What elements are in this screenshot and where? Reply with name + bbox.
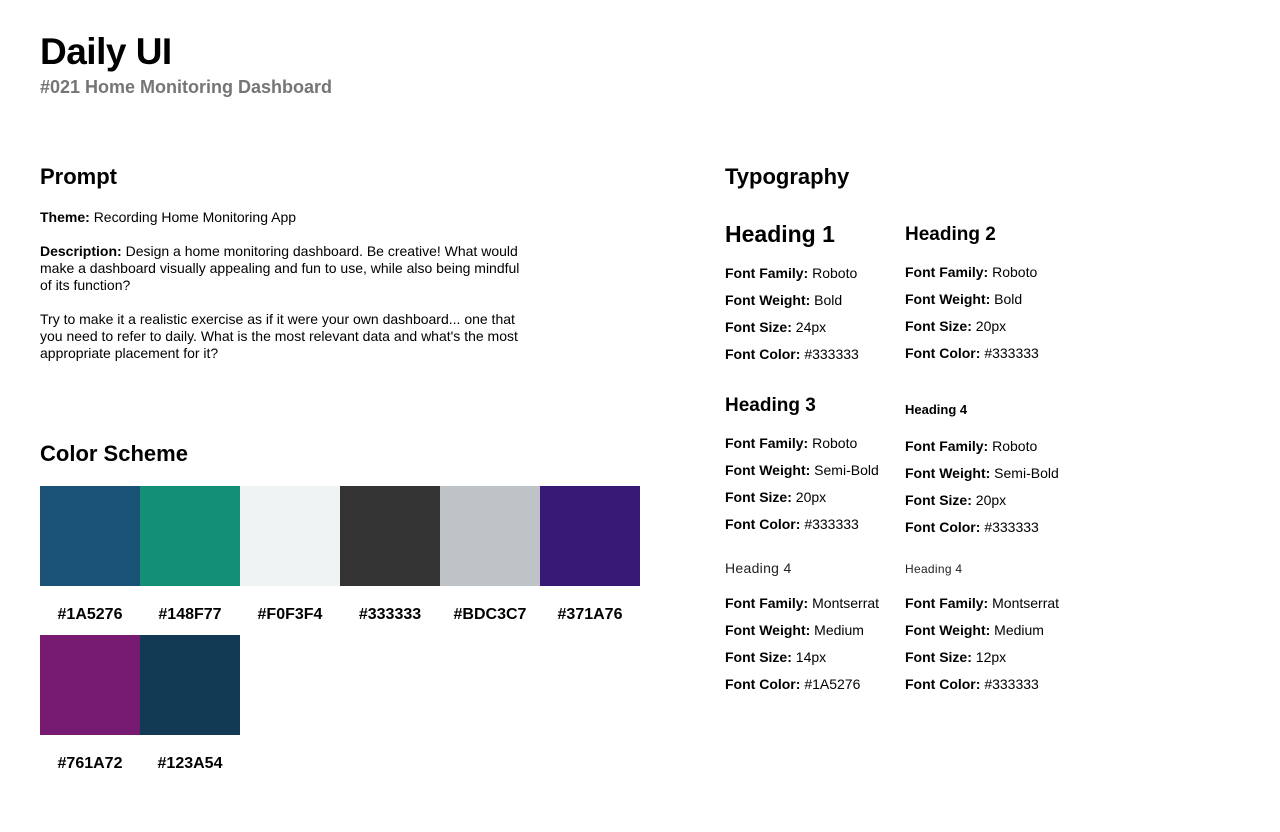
- prompt-heading: Prompt: [40, 164, 117, 189]
- typography-spec-heading-4-montserrat-12: [905, 561, 1085, 693]
- spec-font-color: Font Color: #333333: [725, 346, 859, 362]
- color-hex: #371A76: [557, 606, 623, 623]
- color-swatch: [140, 635, 240, 774]
- swatch-row-2: [40, 635, 240, 774]
- color-swatch: [140, 486, 240, 625]
- spec-font-color: Font Color: #1A5276: [725, 676, 861, 692]
- color-chip: [440, 486, 540, 586]
- color-chip: [240, 486, 340, 586]
- theme-label: Theme:: [40, 209, 90, 225]
- spec-font-family: Font Family: Roboto: [725, 265, 858, 281]
- color-chip: [340, 486, 440, 586]
- spec-font-color: Font Color: #333333: [905, 345, 1039, 361]
- spec-font-size: Font Size: 20px: [725, 489, 827, 505]
- swatch-row-1: [40, 486, 640, 625]
- spec-font-weight: Font Weight: Medium: [905, 622, 1044, 638]
- spec-font-color: Font Color: #333333: [905, 519, 1039, 535]
- typography-spec-heading-3: [725, 394, 905, 533]
- spec-heading-sample: Heading 4: [905, 402, 968, 417]
- typography-heading: Typography: [725, 164, 850, 189]
- color-swatch: [440, 486, 540, 625]
- spec-heading-sample: Heading 2: [905, 224, 996, 245]
- spec-font-family: Font Family: Montserrat: [725, 595, 880, 611]
- prompt-theme: [40, 209, 520, 226]
- color-swatch: [540, 486, 640, 625]
- spec-font-weight: Font Weight: Bold: [905, 291, 1023, 307]
- color-chip: [140, 486, 240, 586]
- spec-font-weight: Font Weight: Semi-Bold: [725, 462, 879, 478]
- description-label: Description:: [40, 243, 122, 259]
- spec-font-size: Font Size: 20px: [905, 318, 1007, 334]
- color-swatch: [340, 486, 440, 625]
- spec-font-weight: Font Weight: Semi-Bold: [905, 465, 1059, 481]
- color-chip: [40, 635, 140, 735]
- description-value: Design a home monitoring dashboard. Be creative! What would make a dashboard visually appealing and fun to use, while also being mindful of its function?: [40, 243, 520, 293]
- spec-font-size: Font Size: 20px: [905, 492, 1007, 508]
- color-swatch: [40, 635, 140, 774]
- spec-font-family: Font Family: Roboto: [725, 435, 858, 451]
- spec-font-color: Font Color: #333333: [905, 676, 1039, 692]
- theme-value: Recording Home Monitoring App: [93, 209, 297, 225]
- typography-spec-heading-2: [905, 223, 1085, 362]
- spec-font-size: Font Size: 24px: [725, 319, 827, 335]
- color-swatch: [40, 486, 140, 625]
- color-chip: [140, 635, 240, 735]
- spec-font-size: Font Size: 12px: [905, 649, 1007, 665]
- color-hex: #BDC3C7: [453, 606, 527, 623]
- spec-heading-sample: Heading 4: [905, 562, 963, 576]
- spec-font-family: Font Family: Roboto: [905, 264, 1038, 280]
- spec-font-weight: Font Weight: Bold: [725, 292, 843, 308]
- spec-font-family: Font Family: Roboto: [905, 438, 1038, 454]
- spec-font-weight: Font Weight: Medium: [725, 622, 864, 638]
- spec-font-family: Font Family: Montserrat: [905, 595, 1060, 611]
- typography-spec-heading-4-montserrat-14: [725, 559, 905, 693]
- color-scheme-heading: Color Scheme: [40, 441, 188, 466]
- spec-heading-sample: Heading 4: [725, 560, 792, 576]
- page-subtitle: #021 Home Monitoring Dashboard: [40, 77, 333, 97]
- color-hex: #761A72: [57, 755, 123, 772]
- color-hex: #148F77: [158, 606, 222, 623]
- spec-font-size: Font Size: 14px: [725, 649, 827, 665]
- color-chip: [40, 486, 140, 586]
- color-hex: #333333: [358, 606, 422, 623]
- prompt-description: [40, 243, 520, 294]
- color-hex: #1A5276: [57, 606, 123, 623]
- color-chip: [540, 486, 640, 586]
- typography-spec-heading-1: [725, 220, 905, 363]
- spec-heading-sample: Heading 1: [725, 221, 835, 247]
- spec-heading-sample: Heading 3: [725, 395, 816, 416]
- color-hex: #123A54: [157, 755, 223, 772]
- prompt-body: [40, 209, 520, 379]
- page-title: Daily UI: [40, 31, 172, 72]
- color-hex: #F0F3F4: [257, 606, 323, 623]
- spec-font-color: Font Color: #333333: [725, 516, 859, 532]
- color-swatch: [240, 486, 340, 625]
- typography-spec-heading-4-roboto: [905, 402, 1085, 536]
- prompt-extra: Try to make it a realistic exercise as if it were your own dashboard... one that you need to refer to daily. What is the most relevant data and what's the most appropriate placement for it?: [40, 311, 518, 361]
